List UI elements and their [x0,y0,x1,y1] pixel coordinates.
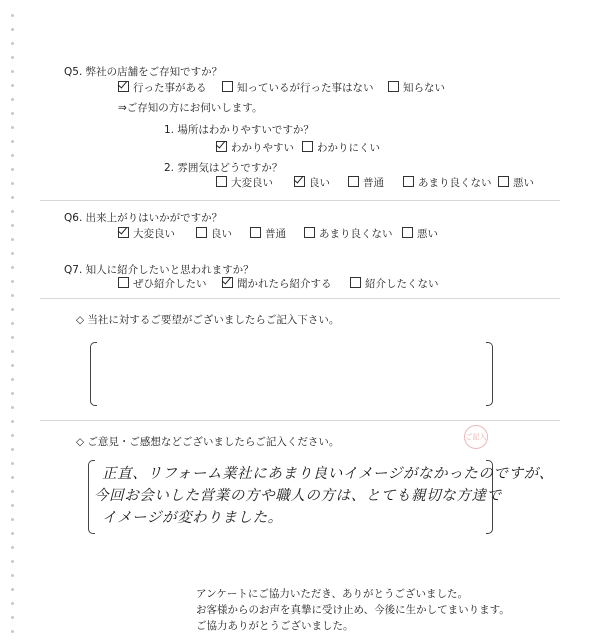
perforation-dot [11,602,14,605]
perforation-dot [11,224,14,227]
perforation-dot [11,546,14,549]
perforation-dot [11,294,14,297]
q5-checkbox-2[interactable] [222,81,233,92]
divider [40,420,560,421]
q5-sub2-option-2[interactable]: 良い [294,175,330,190]
perforation-dot [11,154,14,157]
perforation-dot [11,84,14,87]
perforation-dot [11,182,14,185]
q7-checkbox-1[interactable] [118,277,129,288]
q6-checkbox-1[interactable] [118,227,129,238]
q7-checkbox-3[interactable] [350,277,361,288]
perforation-dot [11,630,14,633]
perforation-dot [11,574,14,577]
perforation-dot [11,616,14,619]
q5-sub1-question: 1. 場所はわかりやすいですか？ [164,124,314,136]
perforation-dot [11,322,14,325]
q6-checkbox-2[interactable] [196,227,207,238]
perforation-dot [11,308,14,311]
q5-sub1-checkbox-1[interactable] [216,141,227,152]
q6-checkbox-4[interactable] [304,227,315,238]
perforation-dot [11,266,14,269]
perforation-dot [11,420,14,423]
perforation-dot [11,434,14,437]
closing-line-3: ご協力ありがとうございました。 [196,620,354,632]
q5-sub2-option-3[interactable]: 普通 [348,175,384,190]
perforation-dot [11,42,14,45]
perforation-dot [11,210,14,213]
perforation-dot [11,392,14,395]
perforation-dot [11,406,14,409]
perforation-dot [11,140,14,143]
perforation-dot [11,14,14,17]
perforation-dot [11,112,14,115]
comments-handwritten-line-3: イメージが変わりました。 [102,510,283,526]
q5-checkbox-3[interactable] [388,81,399,92]
received-stamp: ご記入 [464,425,488,449]
q5-sub1-option-2[interactable]: わかりにくい [302,140,380,155]
q5-sub2-checkbox-5[interactable] [498,176,509,187]
perforation-dot [11,252,14,255]
q6-checkbox-3[interactable] [250,227,261,238]
q5-sub2-option-5[interactable]: 悪い [498,175,534,190]
q5-question: Q5. 弊社の店舗をご存知ですか？ [64,66,223,78]
q5-option-1[interactable]: 行った事がある [118,80,207,95]
perforation-dot [11,448,14,451]
q6-question: Q6. 出来上がりはいかがですか？ [64,212,223,224]
perforation-dot [11,238,14,241]
q7-option-3[interactable]: 紹介したくない [350,276,439,291]
requests-box-left-bracket [90,342,97,406]
perforation-dot [11,504,14,507]
perforation-dot [11,126,14,129]
q6-option-1[interactable]: 大変良い [118,226,175,241]
perforation-dot [11,196,14,199]
perforation-dot [11,364,14,367]
perforation-dot [11,28,14,31]
q5-sub2-question: 2. 雰囲気はどうですか？ [164,162,283,174]
perforation-dot [11,280,14,283]
q7-checkbox-2[interactable] [222,277,233,288]
comments-prompt: ◇ ご意見・ご感想などございましたらご記入ください。 [76,436,340,448]
q5-sub2-option-1[interactable]: 大変良い [216,175,273,190]
perforation-dot [11,476,14,479]
q5-followup: ⇒ご存知の方にお伺いします。 [118,102,263,114]
comments-handwritten-line-2: 今回お会いした営業の方や職人の方は、とても親切な方達で [94,488,502,504]
perforation-dot [11,588,14,591]
q6-option-3[interactable]: 普通 [250,226,286,241]
closing-line-1: アンケートにご協力いただき、ありがとうございました。 [196,588,468,600]
q5-checkbox-1[interactable] [118,81,129,92]
q5-sub2-checkbox-3[interactable] [348,176,359,187]
q5-sub1-checkbox-2[interactable] [302,141,313,152]
perforation-dot [11,168,14,171]
q5-sub2-checkbox-4[interactable] [403,176,414,187]
divider [40,200,560,201]
divider [40,298,560,299]
perforation-dot [11,518,14,521]
q6-option-4[interactable]: あまり良くない [304,226,393,241]
q5-sub2-checkbox-1[interactable] [216,176,227,187]
q5-sub2-option-4[interactable]: あまり良くない [403,175,492,190]
requests-answer-field[interactable] [100,350,480,398]
q7-question: Q7. 知人に紹介したいと思われますか？ [64,264,254,276]
perforation-dot [11,56,14,59]
requests-prompt: ◇ 当社に対するご要望がございましたらご記入下さい。 [76,314,340,326]
q7-option-1[interactable]: ぜひ紹介したい [118,276,207,291]
q5-option-2[interactable]: 知っているが行った事はない [222,80,374,95]
perforation-dot [11,98,14,101]
perforation-dot [11,378,14,381]
perforation-dot [11,350,14,353]
perforation-dot [11,70,14,73]
q5-option-3[interactable]: 知らない [388,80,445,95]
perforation-dot [11,336,14,339]
perforation-dot [11,560,14,563]
q5-sub2-checkbox-2[interactable] [294,176,305,187]
perforation-dot [11,490,14,493]
q6-option-5[interactable]: 悪い [402,226,438,241]
perforation-dot [11,532,14,535]
q5-sub1-option-1[interactable]: わかりやすい [216,140,294,155]
q7-option-2[interactable]: 聞かれたら紹介する [222,276,332,291]
q6-option-2[interactable]: 良い [196,226,232,241]
q6-checkbox-5[interactable] [402,227,413,238]
perforation-dot [11,462,14,465]
requests-box-right-bracket [486,342,493,406]
comments-handwritten-line-1: 正直、リフォーム業社にあまり良いイメージがなかったのですが、 [102,466,554,482]
closing-line-2: お客様からのお声を真摯に受け止め、今後に生かしてまいります。 [196,604,510,616]
